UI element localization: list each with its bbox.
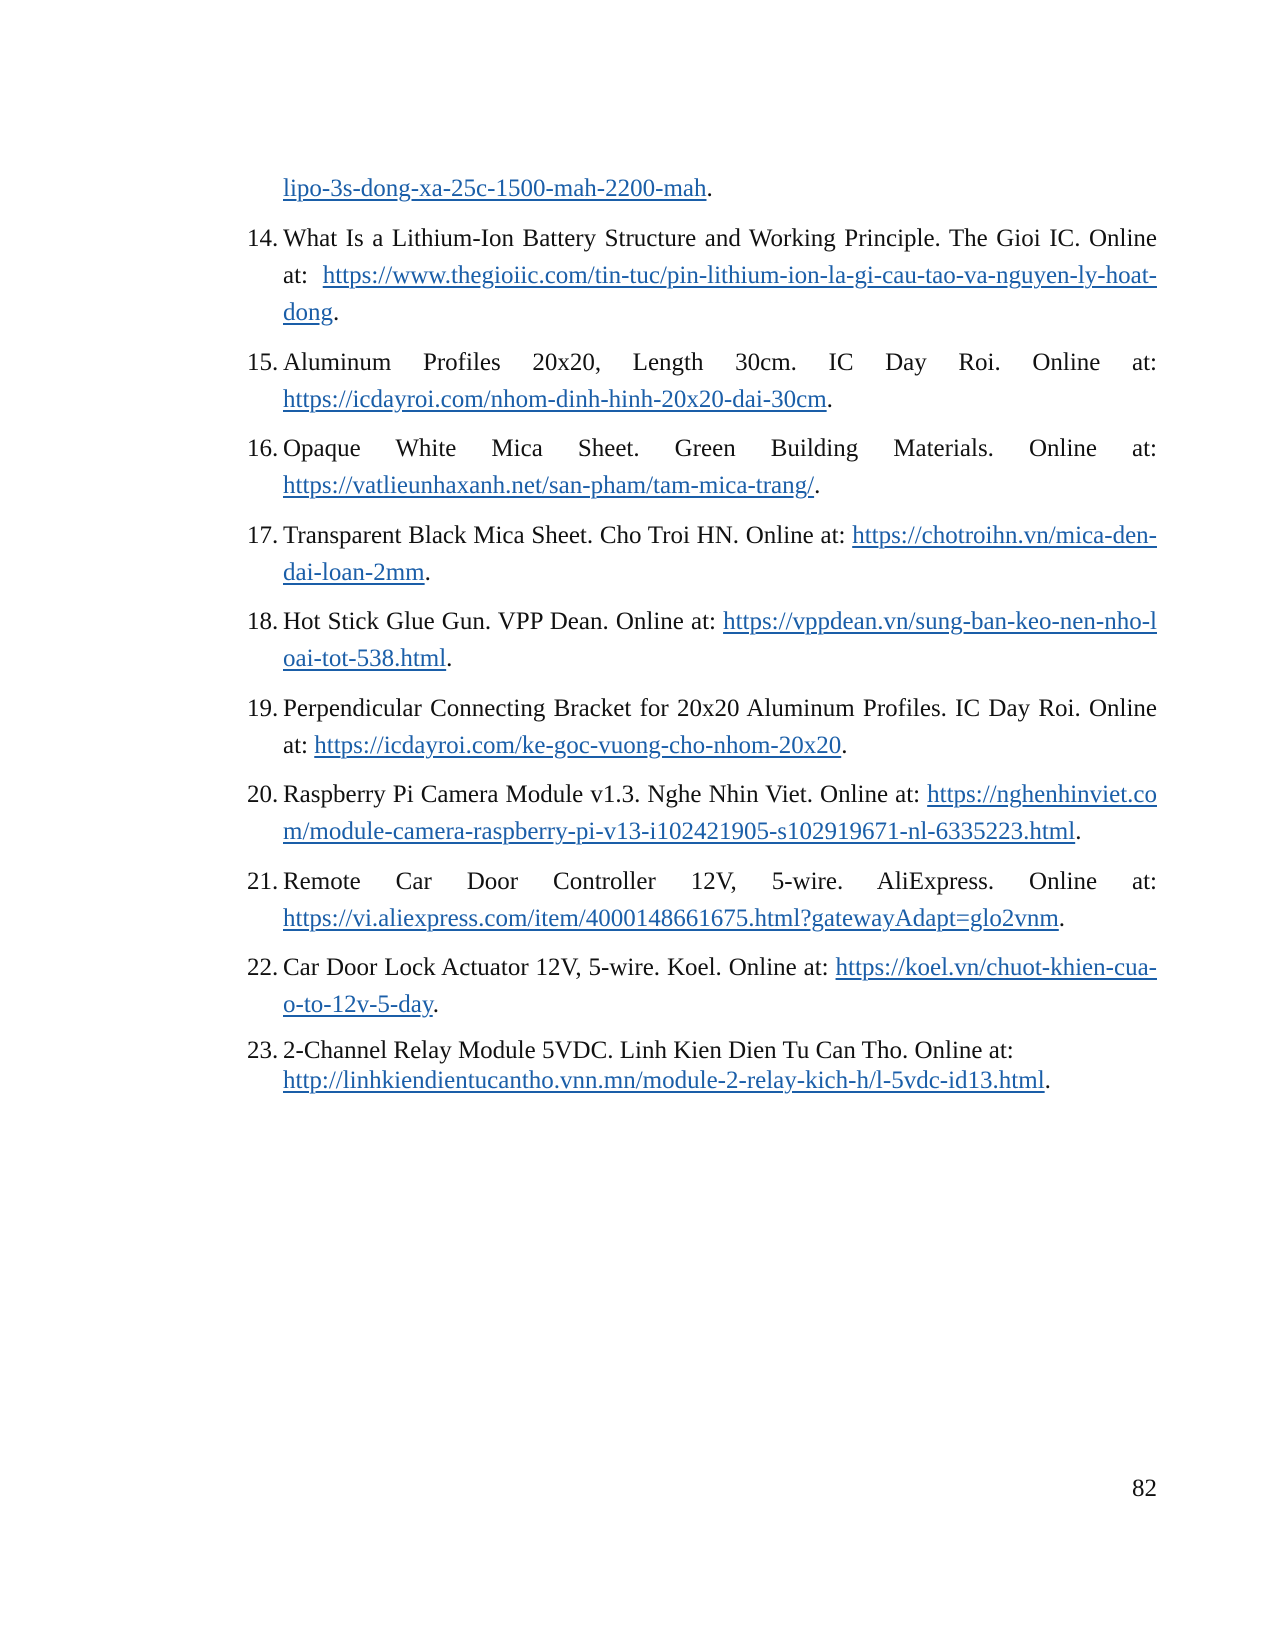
reference-link[interactable]: https://nghenhinviet.com/module-camera-raspberry-pi-v13-i102421905-s102919671-nl-6335223.html (283, 781, 1157, 845)
reference-number: 16. (247, 435, 279, 462)
reference-link[interactable]: https://icdayroi.com/nhom-dinh-hinh-20x20-dai-30cm (283, 385, 827, 413)
reference-text: Car Door Lock Actuator 12V, 5-wire. Koel. Online at: (283, 954, 836, 981)
reference-number: 22. (247, 954, 279, 981)
reference-link[interactable]: https://www.thegioiic.com/tin-tuc/pin-lithium-ion-la-gi-cau-tao-va-nguyen-ly-hoat-dong (283, 262, 1157, 326)
reference-number: 23. (247, 1036, 279, 1064)
reference-link[interactable]: https://icdayroi.com/ke-goc-vuong-cho-nhom-20x20 (314, 731, 842, 759)
reference-link[interactable]: https://vatlieunhaxanh.net/san-pham/tam-mica-trang/ (283, 472, 815, 499)
reference-link[interactable]: https://vppdean.vn/sung-ban-keo-nen-nho-loai-tot-538.html (283, 608, 1157, 672)
reference-text: Hot Stick Glue Gun. VPP Dean. Online at: (283, 608, 724, 635)
reference-text: Aluminum Profiles 20x20, Length 30cm. IC Day Roi. Online at: (283, 348, 1157, 376)
reference-item-21 (247, 863, 1157, 937)
reference-link[interactable]: https://chotroihn.vn/mica-den-dai-loan-2mm (283, 521, 1157, 586)
reference-item-15 (247, 344, 1157, 418)
reference-link[interactable]: https://vi.aliexpress.com/item/4000148661675.html?gatewayAdapt=glo2vnm (283, 904, 1059, 932)
reference-text: 2-Channel Relay Module 5VDC. Linh Kien Dien Tu Can Tho. Online at: (283, 1036, 1014, 1064)
punctuation: . (1044, 1066, 1051, 1094)
reference-item-14 (247, 220, 1157, 331)
punctuation: . (424, 558, 431, 586)
punctuation: . (814, 472, 821, 499)
punctuation: . (841, 731, 848, 759)
reference-text: Opaque White Mica Sheet. Green Building Materials. Online at: (283, 435, 1157, 462)
reference-number: 21. (247, 867, 279, 895)
punctuation: . (706, 175, 713, 202)
reference-number: 20. (247, 781, 279, 808)
reference-item-18 (247, 603, 1157, 677)
reference-item-19 (247, 690, 1157, 764)
reference-text: Raspberry Pi Camera Module v1.3. Nghe Nhin Viet. Online at: (283, 781, 928, 808)
reference-number: 14. (247, 225, 279, 252)
punctuation: . (333, 299, 340, 326)
reference-link[interactable]: https://koel.vn/chuot-khien-cua-o-to-12v-5-day (283, 954, 1157, 1018)
punctuation: . (826, 385, 833, 413)
reference-link[interactable]: lipo-3s-dong-xa-25c-1500-mah-2200-mah (283, 175, 707, 202)
reference-item-23 (247, 1036, 1157, 1096)
reference-item-17 (247, 517, 1157, 591)
reference-item-20 (247, 776, 1157, 850)
page-number: 82 (1132, 1475, 1157, 1502)
reference-item-16 (247, 430, 1157, 504)
punctuation: . (432, 991, 439, 1018)
reference-list (247, 170, 1157, 1108)
reference-text: What Is a Lithium-Ion Battery Structure and Working Principle. The Gioi IC. Online at: (283, 225, 1157, 289)
punctuation: . (1075, 818, 1082, 845)
reference-number: 17. (247, 521, 279, 549)
reference-number: 18. (247, 608, 279, 635)
reference-link[interactable]: http://linhkiendientucantho.vnn.mn/module-2-relay-kich-h/l-5vdc-id13.html (283, 1066, 1045, 1094)
punctuation: . (446, 645, 453, 672)
reference-number: 15. (247, 348, 279, 376)
reference-text: Remote Car Door Controller 12V, 5-wire. AliExpress. Online at: (283, 867, 1157, 895)
reference-text: Transparent Black Mica Sheet. Cho Troi HN. Online at: (283, 521, 853, 549)
punctuation: . (1058, 904, 1066, 932)
reference-item-22 (247, 949, 1157, 1023)
reference-number: 19. (247, 694, 279, 722)
reference-text: Perpendicular Connecting Bracket for 20x20 Aluminum Profiles. IC Day Roi. Online at: (283, 694, 1157, 759)
reference-continuation (247, 170, 1157, 207)
